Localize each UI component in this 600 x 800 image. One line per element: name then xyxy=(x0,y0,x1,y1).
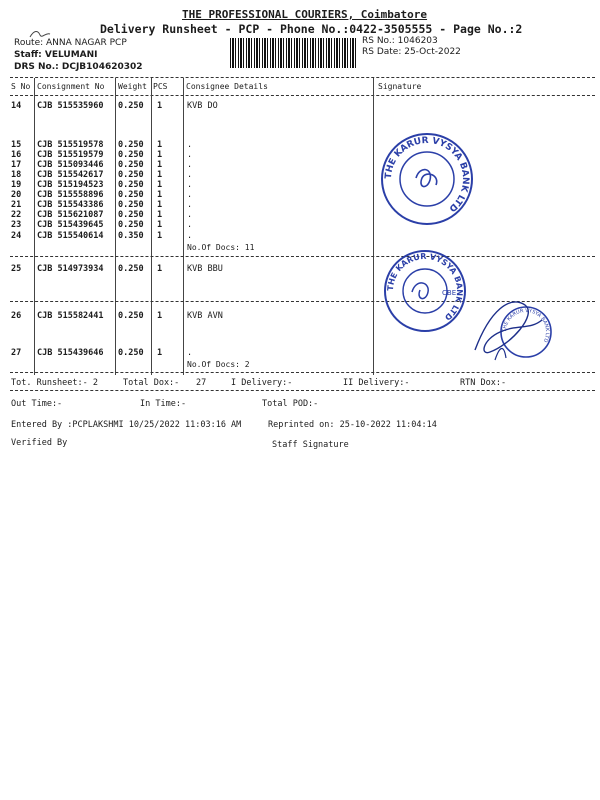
cell-consignee: . xyxy=(187,200,193,210)
out-time: Out Time:- xyxy=(11,399,63,409)
stamp-text: THE KARUR VYSYA BANK LTD xyxy=(385,251,465,323)
cell-consignment: CJB 515582441 xyxy=(37,311,104,321)
cell-weight: 0.250 xyxy=(118,150,144,160)
table-row xyxy=(0,101,600,112)
cell-pcs: 1 xyxy=(157,231,163,241)
cell-pcs: 1 xyxy=(157,140,163,150)
cell-sno: 20 xyxy=(11,190,22,200)
divider xyxy=(10,77,595,78)
company-title: THE PROFESSIONAL COURIERS, Coimbatore xyxy=(182,8,428,21)
cell-consignment: CJB 515439646 xyxy=(37,348,104,358)
cell-pcs: 1 xyxy=(157,101,163,111)
cell-weight: 0.250 xyxy=(118,170,144,180)
cell-consignee: KVB BBU xyxy=(187,264,223,274)
runsheet-title: Delivery Runsheet - PCP - Phone No.:0422-3505555 - Page No.:2 xyxy=(100,22,523,36)
divider xyxy=(10,390,595,391)
divider xyxy=(10,372,595,373)
i-delivery: I Delivery:- xyxy=(231,378,293,388)
cell-consignee: . xyxy=(187,220,193,230)
cell-weight: 0.250 xyxy=(118,190,144,200)
cell-consignment: CJB 515535960 xyxy=(37,101,104,111)
cell-consignee: . xyxy=(187,140,193,150)
in-time: In Time:- xyxy=(140,399,187,409)
table-row xyxy=(0,220,600,231)
cell-weight: 0.250 xyxy=(118,200,144,210)
cell-pcs: 1 xyxy=(157,150,163,160)
cell-weight: 0.250 xyxy=(118,210,144,220)
cell-weight: 0.250 xyxy=(118,180,144,190)
table-header xyxy=(0,82,600,93)
cell-consignment: CJB 515093446 xyxy=(37,160,104,170)
docs-count-note: No.Of Docs: 11 xyxy=(187,243,255,252)
cell-consignee: . xyxy=(187,180,193,190)
cell-sno: 24 xyxy=(11,231,22,241)
cell-consignee: KVB DO xyxy=(187,101,218,111)
cell-sno: 14 xyxy=(11,101,22,111)
cell-sno: 27 xyxy=(11,348,22,358)
cell-weight: 0.250 xyxy=(118,140,144,150)
bank-stamp-icon xyxy=(378,130,476,228)
cell-consignment: CJB 515519578 xyxy=(37,140,104,150)
docs-count-note: No.Of Docs: 2 xyxy=(187,360,250,369)
cell-consignee: . xyxy=(187,210,193,220)
verified-by: Verified By xyxy=(11,438,68,448)
col-signature: Signature xyxy=(378,82,422,91)
stamp-text: THE KARUR VYSYA BANK LTD xyxy=(383,135,471,214)
cell-consignee: . xyxy=(187,170,193,180)
cell-consignment: CJB 515519579 xyxy=(37,150,104,160)
cell-pcs: 1 xyxy=(157,348,163,358)
cell-pcs: 1 xyxy=(157,210,163,220)
col-consignment: Consignment No xyxy=(37,82,105,91)
cell-sno: 22 xyxy=(11,210,22,220)
cell-consignment: CJB 515439645 xyxy=(37,220,104,230)
reprinted-on: Reprinted on: 25-10-2022 11:04:14 xyxy=(268,420,437,430)
cell-sno: 21 xyxy=(11,200,22,210)
cell-consignment: CJB 515194523 xyxy=(37,180,104,190)
cell-consignment: CJB 515542617 xyxy=(37,170,104,180)
col-weight: Weight xyxy=(118,82,147,91)
stamp-city: CBE xyxy=(442,289,457,297)
cell-pcs: 1 xyxy=(157,220,163,230)
signature-icon xyxy=(470,290,550,370)
cell-consignment: CJB 515540614 xyxy=(37,231,104,241)
cell-consignee: . xyxy=(187,348,193,358)
cell-pcs: 1 xyxy=(157,160,163,170)
cell-weight: 0.250 xyxy=(118,348,144,358)
cell-consignment: CJB 515621087 xyxy=(37,210,104,220)
stamp-text: THE KARUR VYSYA BANK LTD xyxy=(501,307,551,344)
rs-date: RS Date: 25-Oct-2022 xyxy=(362,47,461,57)
cell-weight: 0.250 xyxy=(118,101,144,111)
divider xyxy=(10,95,595,96)
cell-pcs: 1 xyxy=(157,200,163,210)
drs-number: DRS No.: DCJB104620302 xyxy=(14,62,143,72)
barcode xyxy=(230,38,356,68)
cell-consignment: CJB 515558896 xyxy=(37,190,104,200)
cell-pcs: 1 xyxy=(157,264,163,274)
entered-by: Entered By :PCPLAKSHMI 10/25/2022 11:03:16 AM xyxy=(11,420,242,430)
cell-sno: 17 xyxy=(11,160,22,170)
cell-sno: 19 xyxy=(11,180,22,190)
divider xyxy=(10,256,595,257)
cell-pcs: 1 xyxy=(157,311,163,321)
col-pcs: PCS xyxy=(153,82,168,91)
total-dox-label: Total Dox:- xyxy=(123,378,180,388)
cell-sno: 15 xyxy=(11,140,22,150)
cell-weight: 0.250 xyxy=(118,220,144,230)
cell-sno: 16 xyxy=(11,150,22,160)
cell-pcs: 1 xyxy=(157,180,163,190)
table-row xyxy=(0,264,600,275)
route-label: Route: ANNA NAGAR PCP xyxy=(14,38,127,48)
cell-consignee: . xyxy=(187,231,193,241)
staff-label: Staff: VELUMANI xyxy=(14,50,98,60)
bank-stamp-icon xyxy=(382,248,468,334)
cell-consignment: CJB 515543386 xyxy=(37,200,104,210)
rs-number: RS No.: 1046203 xyxy=(362,36,438,46)
cell-sno: 18 xyxy=(11,170,22,180)
table-row xyxy=(0,231,600,242)
total-dox-value: 27 xyxy=(196,378,207,388)
rtn-dox: RTN Dox:- xyxy=(460,378,507,388)
cell-weight: 0.250 xyxy=(118,160,144,170)
cell-weight: 0.350 xyxy=(118,231,144,241)
cell-pcs: 1 xyxy=(157,170,163,180)
cell-consignee: KVB AVN xyxy=(187,311,223,321)
cell-sno: 23 xyxy=(11,220,22,230)
col-consignee: Consignee Details xyxy=(186,82,268,91)
cell-sno: 26 xyxy=(11,311,22,321)
cell-consignee: . xyxy=(187,190,193,200)
staff-signature: Staff Signature xyxy=(272,440,349,450)
cell-sno: 25 xyxy=(11,264,22,274)
total-runsheet: Tot. Runsheet:- 2 xyxy=(11,378,98,388)
cell-pcs: 1 xyxy=(157,190,163,200)
ii-delivery: II Delivery:- xyxy=(343,378,410,388)
total-pod: Total POD:- xyxy=(262,399,319,409)
col-sno: S No xyxy=(11,82,31,91)
cell-weight: 0.250 xyxy=(118,264,144,274)
cell-consignment: CJB 514973934 xyxy=(37,264,104,274)
handwritten-scribble xyxy=(28,28,52,40)
cell-consignee: . xyxy=(187,150,193,160)
cell-weight: 0.250 xyxy=(118,311,144,321)
cell-consignee: . xyxy=(187,160,193,170)
